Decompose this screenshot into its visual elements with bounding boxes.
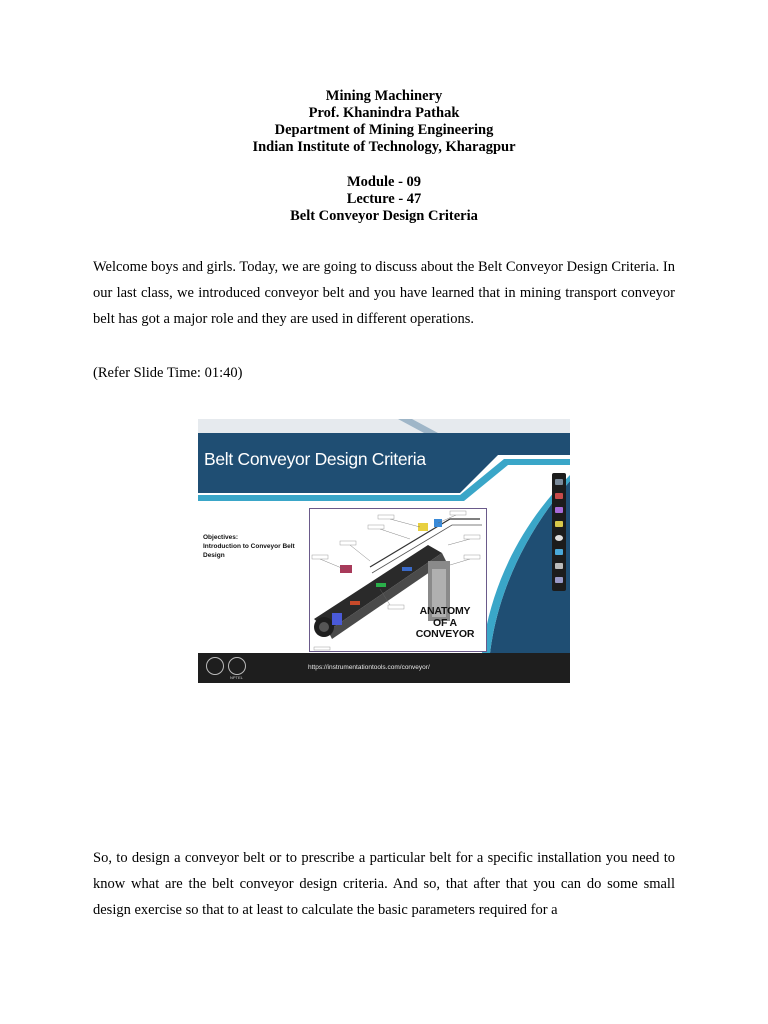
slide-title: Belt Conveyor Design Criteria: [204, 449, 426, 469]
course-title: Mining Machinery: [325, 88, 443, 104]
pencil-tool-icon[interactable]: [555, 521, 563, 527]
refer-slide-time: (Refer Slide Time: 01:40): [93, 365, 243, 381]
anatomy-caption-line2: OF A: [433, 616, 457, 629]
anatomy-caption-line1: ANATOMY: [419, 605, 471, 617]
slide-url: https://instrumentationtools.com/conveyor/: [308, 664, 430, 671]
highlighter-tool-icon[interactable]: [555, 507, 563, 513]
document-header: [0, 88, 768, 156]
objectives-heading: Objectives:: [203, 534, 239, 541]
nptel-logo-icon: [228, 657, 246, 675]
clear-tool-icon[interactable]: [555, 577, 563, 583]
institute-name: Indian Institute of Technology, Kharagpur: [252, 139, 516, 155]
eraser-tool-icon[interactable]: [555, 563, 563, 569]
nptel-logo-label: NPTEL: [230, 675, 243, 680]
circle-tool-icon[interactable]: [555, 535, 563, 541]
lecture-header: [0, 174, 768, 225]
lecture-topic: Belt Conveyor Design Criteria: [290, 208, 478, 224]
anatomy-caption: [406, 606, 484, 641]
anatomy-caption-line3: CONVEYOR: [415, 628, 475, 640]
lecture-number: Lecture - 47: [346, 191, 422, 207]
department-name: Department of Mining Engineering: [274, 122, 494, 138]
marker-tool-icon[interactable]: [555, 493, 563, 499]
paragraph-intro: Welcome boys and girls. Today, we are going to discuss about the Belt Conveyor Design Criteria. In our last class, we introduced conveyor belt and you have learned that in mining transport conveyor belt has got a major role and they are used in different operations.: [93, 259, 675, 327]
pen-tool-icon[interactable]: [555, 479, 563, 485]
objectives-text: Introduction to Conveyor Belt Design: [203, 543, 295, 559]
slide-objectives: [203, 533, 303, 560]
slide-footer: [198, 653, 570, 683]
slide-image: [198, 419, 570, 683]
module-number: Module - 09: [346, 174, 422, 190]
conveyor-anatomy-diagram: [309, 508, 487, 652]
professor-name: Prof. Khanindra Pathak: [308, 105, 460, 121]
annotation-toolbar: [552, 473, 566, 591]
line-tool-icon[interactable]: [555, 549, 563, 555]
paragraph-design: So, to design a conveyor belt or to prescribe a particular belt for a specific installation you need to know what are the belt conveyor design criteria. And so, that after that you can do some small design exercise so that to at least to calculate the basic parameters required for a: [93, 850, 675, 918]
iit-logo-icon: [206, 657, 224, 675]
